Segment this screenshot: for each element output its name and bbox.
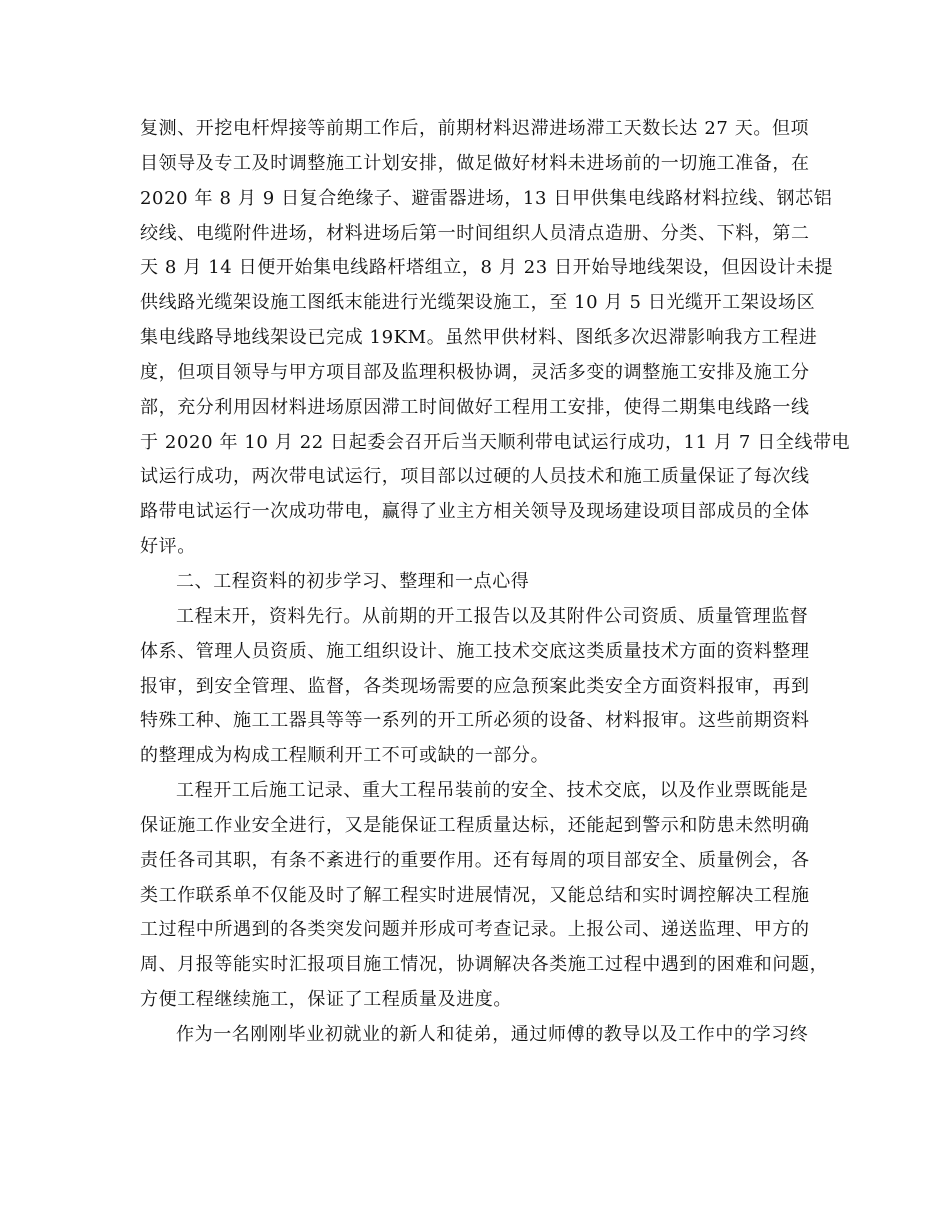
text-line: 好评。	[140, 536, 196, 558]
text-line: 工程开工后施工记录、重大工程吊装前的安全、技术交底，以及作业票既能是	[176, 780, 809, 802]
text-line: 报审，到安全管理、监督，各类现场需要的应急预案此类安全方面资料报审，再到	[140, 675, 810, 697]
text-line: 2020 年 8 月 9 日复合绝缘子、避雷器进场，13 日甲供集电线路材料拉线、钢芯铝	[140, 187, 833, 209]
text-line: 作为一名刚刚毕业初就业的新人和徒弟，通过师傅的教导以及工作中的学习终	[176, 1023, 809, 1045]
text-line: 工过程中所遇到的各类突发问题并形成可考查记录。上报公司、递送监理、甲方的	[140, 919, 810, 941]
text-line: 体系、管理人员资质、施工组织设计、施工技术交底这类质量技术方面的资料整理	[140, 640, 810, 662]
text-line: 供线路光缆架设施工图纸末能进行光缆架设施工，至 10 月 5 日光缆开工架设场区	[140, 292, 816, 314]
text-line: 集电线路导地线架设已完成 19KM。虽然甲供材料、图纸多次迟滞影响我方工程进	[140, 327, 818, 349]
text-line: 二、工程资料的初步学习、整理和一点心得	[176, 570, 530, 592]
text-line: 工程末开，资料先行。从前期的开工报告以及其附件公司资质、质量管理监督	[176, 605, 809, 627]
text-line: 特殊工种、施工工器具等等一系列的开工所必须的设备、材料报审。这些前期资料	[140, 710, 810, 732]
text-line: 试运行成功，两次带电试运行，项目部以过硬的人员技术和施工质量保证了每次线	[140, 466, 810, 488]
text-line: 路带电试运行一次成功带电，赢得了业主方相关领导及现场建设项目部成员的全体	[140, 501, 810, 523]
text-line: 复测、开挖电杆焊接等前期工作后，前期材料迟滞进场滞工天数长达 27 天。但项	[140, 118, 810, 139]
text-line: 周、月报等能实时汇报项目施工情况，协调解决各类施工过程中遇到的困难和问题，	[140, 954, 829, 976]
text-line: 的整理成为构成工程顺利开工不可或缺的一部分。	[140, 745, 550, 767]
text-line: 保证施工作业安全进行，又是能保证工程质量达标，还能起到警示和防患未然明确	[140, 814, 810, 836]
text-line: 于 2020 年 10 月 22 日起委会召开后当天顺利带电试运行成功，11 月 7 日全线带电	[140, 431, 851, 453]
text-line: 天 8 月 14 日便开始集电线路杆塔组立，8 月 23 日开始导地线架设，但因设计未提	[140, 257, 834, 279]
text-line: 部，充分利用因材料进场原因滞工时间做好工程用工安排，使得二期集电线路一线	[140, 396, 810, 418]
text-line: 责任各司其职，有条不紊进行的重要作用。还有每周的项目部安全、质量例会，各	[140, 849, 810, 871]
text-line: 方便工程继续施工，保证了工程质量及进度。	[140, 989, 512, 1011]
text-line: 目领导及专工及时调整施工计划安排，做足做好材料未进场前的一切施工准备，在	[140, 152, 810, 174]
body-text	[140, 112, 851, 1053]
text-line: 度，但项目领导与甲方项目部及监理积极协调，灵活多变的调整施工安排及施工分	[140, 361, 810, 383]
text-line: 绞线、电缆附件进场，材料进场后第一时间组织人员清点造册、分类、下料，第二	[140, 222, 810, 244]
text-line: 类工作联系单不仅能及时了解工程实时进展情况，又能总结和实时调控解决工程施	[140, 884, 810, 906]
